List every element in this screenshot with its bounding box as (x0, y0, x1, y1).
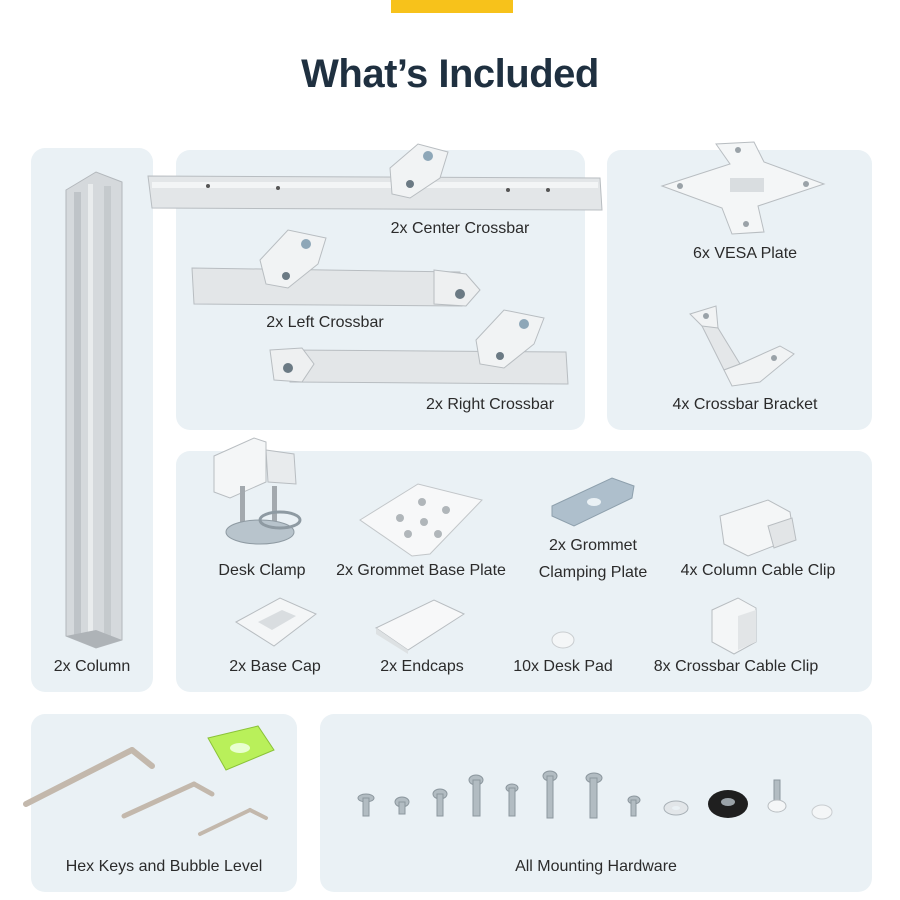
left-crossbar-image (190, 224, 482, 312)
base-cap-label: 2x Base Cap (229, 658, 321, 675)
page-title: What’s Included (301, 52, 599, 96)
column-image (60, 170, 130, 650)
hex-keys-image (22, 722, 282, 842)
right-crossbar-image (268, 304, 570, 388)
hex-keys-label: Hex Keys and Bubble Level (65, 858, 263, 875)
crossbar-cable-clip-image (708, 596, 760, 658)
grommet-clamping-plate-label-line2: Clamping Plate (538, 564, 648, 581)
desk-pad-image (550, 630, 576, 650)
endcaps-image (374, 598, 468, 656)
vesa-plate-label: 6x VESA Plate (692, 245, 798, 262)
center-crossbar-label: 2x Center Crossbar (390, 220, 530, 237)
crossbar-bracket-image (688, 306, 800, 388)
desk-clamp-label: Desk Clamp (218, 562, 306, 579)
grommet-base-plate-label: 2x Grommet Base Plate (336, 562, 506, 579)
column-cable-clip-label: 4x Column Cable Clip (680, 562, 836, 579)
mounting-hardware-image (354, 770, 844, 826)
left-crossbar-label: 2x Left Crossbar (266, 314, 384, 331)
column-label: 2x Column (53, 658, 131, 675)
base-cap-image (234, 596, 318, 650)
grommet-base-plate-image (358, 480, 486, 560)
vesa-plate-image (660, 140, 828, 236)
center-crossbar-image (148, 138, 604, 218)
accent-bar (391, 0, 513, 13)
grommet-clamping-plate-image (550, 476, 636, 528)
crossbar-cable-clip-label: 8x Crossbar Cable Clip (653, 658, 819, 675)
mounting-hardware-label: All Mounting Hardware (515, 858, 677, 875)
grommet-clamping-plate-label (525, 532, 661, 586)
grommet-clamping-plate-label-line1: 2x Grommet (548, 537, 637, 554)
right-crossbar-label: 2x Right Crossbar (425, 396, 555, 413)
desk-clamp-image (210, 436, 310, 552)
desk-pad-label: 10x Desk Pad (513, 658, 613, 675)
column-cable-clip-image (718, 498, 800, 560)
crossbar-bracket-label: 4x Crossbar Bracket (672, 396, 818, 413)
endcaps-label: 2x Endcaps (380, 658, 464, 675)
